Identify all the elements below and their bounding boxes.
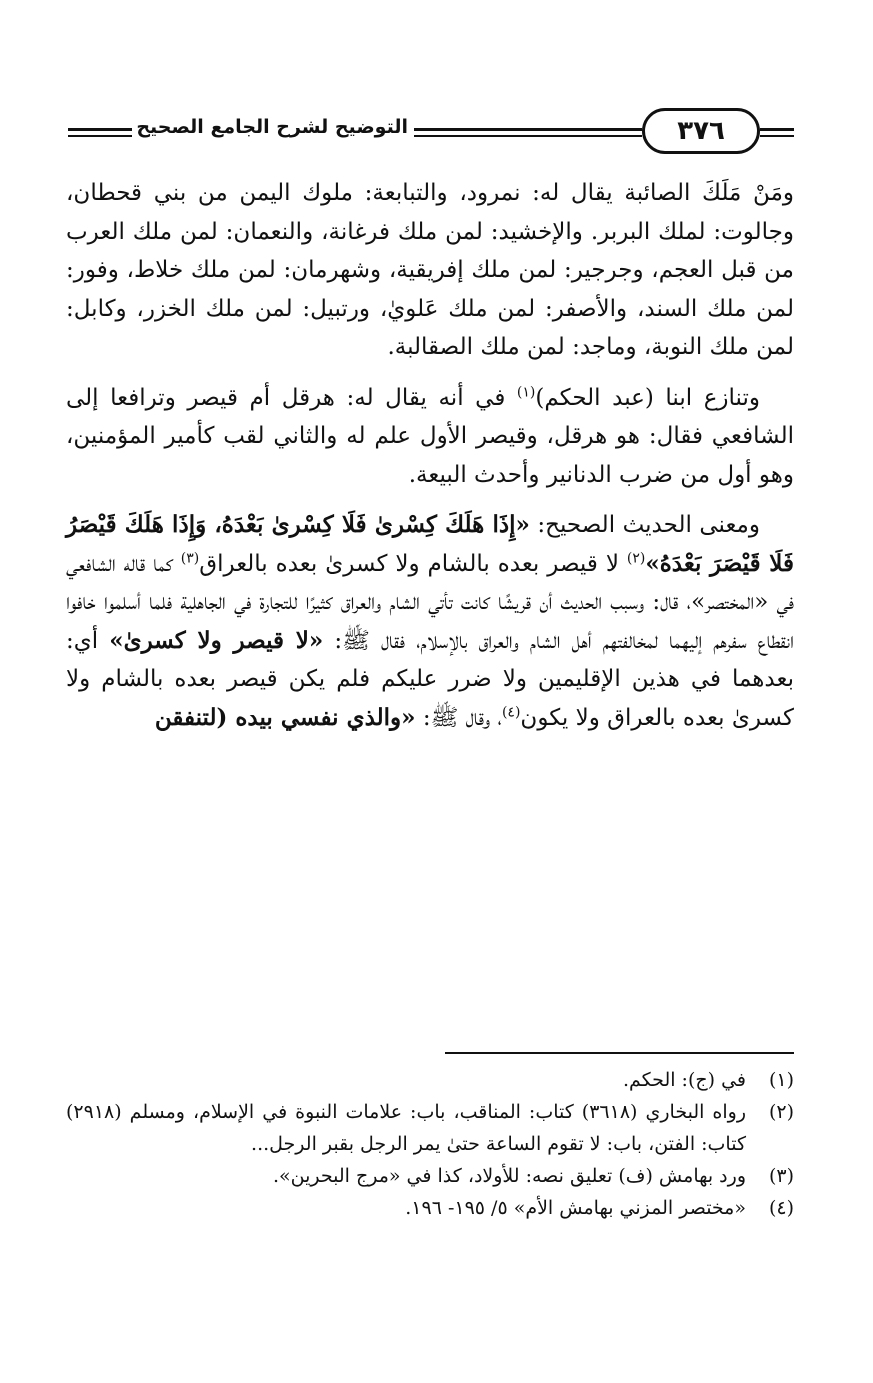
paragraph-text: في أنه يقال له: هرقل أم قيصر وترافعا إلى الشافعي فقال: هو هرقل، وقيصر الأول علم له والثاني لقب كأمير المؤمنين، وهو أول من ضرب الدنانير وأحدث البيعة. xyxy=(66,384,794,488)
paragraph-kings-titles: ومَنْ مَلَكَ الصائبة يقال له: نمرود، والتبابعة: ملوك اليمن من بني قحطان، وجالوت: لملك البربر. والإخشيد: لمن ملك فرغانة، والنعمان: لمن ملك العرب من قبل العجم، وجرجير: لمن ملك إفريقية، وشهرمان: لمن ملك خلاط، وفور: لمن ملك السند، والأصفر: لمن ملك عَلويٰ، ورتبيل: لمن ملك الخزر، وكابل: لمن ملك النوبة، وماجد: لمن ملك الصقالبة. xyxy=(66,180,794,360)
footnote-ref-3: (٣) xyxy=(180,549,200,566)
footnote-number: (٤) xyxy=(768,1197,794,1219)
footnote-number: (٣) xyxy=(768,1165,794,1187)
hadith-quote-continued: «والذي نفسي بيده (لتنفقن xyxy=(154,703,416,731)
footnote-number: (١) xyxy=(768,1069,794,1091)
running-title: التوضيح لشرح الجامع الصحيح xyxy=(136,116,408,138)
footnote-separator xyxy=(445,1052,794,1054)
paragraph-hadith-meaning xyxy=(66,506,794,737)
footnote-number: (٢) xyxy=(768,1101,794,1123)
footnote-ref-2: (٢) xyxy=(626,549,646,566)
header-rule-left-lower xyxy=(68,135,132,137)
hadith-quote-short: «لا قيصر ولا كسرىٰ» xyxy=(109,626,324,654)
paragraph-text: ، وقال ﷺ: xyxy=(415,704,502,731)
header-rule-left xyxy=(68,128,132,131)
paragraph-text: لا قيصر بعده بالشام ولا كسرىٰ بعده بالعراق xyxy=(199,550,627,577)
header-rule-right xyxy=(760,128,794,131)
footnote-text: «مختصر المزني بهامش الأم» ٥/ ١٩٥- ١٩٦. xyxy=(405,1197,746,1219)
footnote-4 xyxy=(66,1192,794,1224)
paragraph-text: أي: بعدهما في هذين الإقليمين ولا ضرر عليكم فلم يكن قيصر بعده بالشام ولا كسرىٰ بعده بالعراق ولا يكون xyxy=(66,627,794,731)
header-rule-middle xyxy=(414,128,642,131)
hadith-quote: «إِذَا هَلَكَ كِسْرىٰ فَلَا كِسْرىٰ بَعْدَهُ، وَإِذَا هَلَكَ قَيْصَرُ فَلَا قَيْصَرَ بَعْدَهُ» xyxy=(66,511,794,577)
paragraph-text: وتنازع ابنا (عبد الحكم) xyxy=(535,384,760,411)
footnote-ref-4: (٤) xyxy=(501,703,521,720)
footnote-ref-1: (١) xyxy=(516,383,536,400)
paragraph-text: كما قاله الشافعي في «المختصر»، قال: وسبب الحديث أن قريشًا كانت تأتي الشام والعراق كثيرًا للتجارة في الجاهلية فلما أسلموا خافوا انقطاع سفرهم إليهما لمخالفتهم أهل الشام والعراق بالإسلام، فقال ﷺ: xyxy=(66,550,794,654)
footnote-1 xyxy=(66,1064,794,1096)
header-rule-middle-lower xyxy=(414,135,642,137)
footnote-text: في (ج): الحكم. xyxy=(623,1069,746,1091)
footnote-3 xyxy=(66,1160,794,1192)
paragraph-heraclius xyxy=(66,379,794,495)
header-rule-right-lower xyxy=(760,135,794,137)
footnote-2 xyxy=(66,1096,794,1160)
main-text xyxy=(66,174,794,749)
footnote-text: رواه البخاري (٣٦١٨) كتاب: المناقب، باب: علامات النبوة في الإسلام، ومسلم (٢٩١٨) كتاب: الفتن، باب: لا تقوم الساعة حتىٰ يمر الرجل بقبر الرجل... xyxy=(66,1101,746,1155)
footnotes xyxy=(66,1064,794,1224)
page-header xyxy=(68,108,794,156)
paragraph-text: ومعنى الحديث الصحيح: xyxy=(529,512,760,538)
page-number: ٣٧٦ xyxy=(642,108,760,154)
footnote-text: ورد بهامش (ف) تعليق نصه: للأولاد، كذا في «مرج البحرين». xyxy=(272,1165,746,1187)
